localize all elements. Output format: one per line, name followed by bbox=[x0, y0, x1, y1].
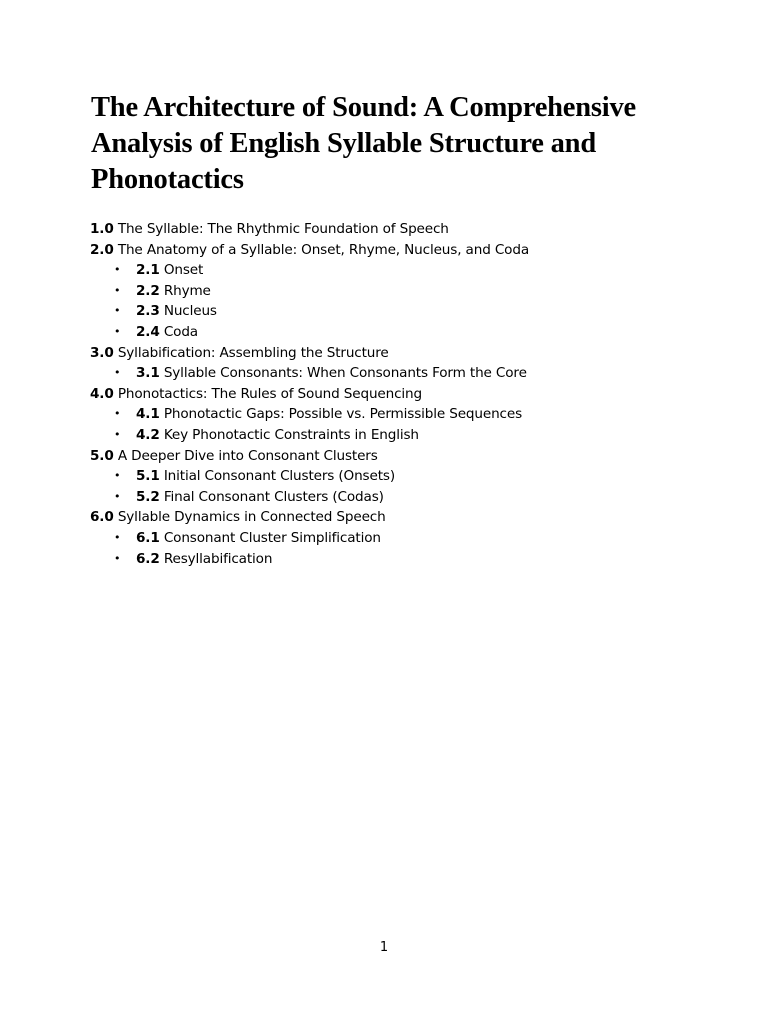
toc-entry-text: The Syllable: The Rhythmic Foundation of Speech bbox=[117, 221, 449, 237]
toc-section-entry bbox=[90, 384, 710, 405]
toc-entry-number: 6.0 bbox=[90, 509, 114, 526]
toc-entry-text: Final Consonant Clusters (Codas) bbox=[163, 488, 384, 505]
toc-entry-text: Onset bbox=[163, 262, 204, 279]
toc-entry-number: 3.1 bbox=[136, 365, 160, 382]
bullet-icon: • bbox=[114, 366, 121, 380]
toc-entry-number: 2.0 bbox=[90, 241, 114, 258]
toc-subsection-entry bbox=[90, 466, 710, 487]
table-of-contents bbox=[90, 219, 710, 569]
bullet-icon: • bbox=[114, 530, 121, 544]
toc-subsection-entry bbox=[90, 487, 710, 508]
toc-entry-number: 2.1 bbox=[136, 262, 160, 279]
toc-entry-text: Nucleus bbox=[163, 303, 217, 320]
toc-entry-number: 5.1 bbox=[136, 468, 160, 485]
toc-entry-text: Key Phonotactic Constraints in English bbox=[163, 426, 419, 443]
toc-entry-number: 4.1 bbox=[136, 406, 160, 423]
page-number: 1 bbox=[379, 940, 389, 955]
toc-entry-number: 6.2 bbox=[136, 550, 160, 567]
bullet-icon: • bbox=[114, 427, 121, 441]
toc-entry-text: Syllable Dynamics in Connected Speech bbox=[117, 509, 386, 526]
bullet-icon: • bbox=[114, 551, 121, 565]
toc-subsection-entry bbox=[90, 363, 710, 384]
bullet-icon: • bbox=[114, 304, 121, 318]
toc-subsection-entry bbox=[90, 425, 710, 446]
toc-entry-number: 1.0 bbox=[90, 221, 114, 237]
toc-section-entry bbox=[90, 446, 710, 467]
toc-entry-number: 5.0 bbox=[90, 447, 114, 464]
toc-entry-text: Initial Consonant Clusters (Onsets) bbox=[163, 468, 395, 485]
bullet-icon: • bbox=[114, 324, 121, 338]
toc-subsection-entry bbox=[90, 260, 710, 281]
bullet-icon: • bbox=[114, 283, 121, 297]
toc-subsection-entry bbox=[90, 281, 710, 302]
toc-entry-text: Syllable Consonants: When Consonants Form the Core bbox=[163, 365, 527, 382]
toc-entry-text: Consonant Cluster Simplification bbox=[163, 529, 381, 546]
toc-entry-number: 2.3 bbox=[136, 303, 160, 320]
toc-subsection-entry bbox=[90, 301, 710, 322]
toc-entry-text: The Anatomy of a Syllable: Onset, Rhyme, Nucleus, and Coda bbox=[117, 241, 530, 258]
toc-section-entry bbox=[90, 343, 710, 364]
toc-subsection-entry bbox=[90, 528, 710, 549]
toc-subsection-entry bbox=[90, 322, 710, 343]
toc-entry-number: 2.4 bbox=[136, 323, 160, 340]
toc-entry-text: Resyllabification bbox=[163, 550, 273, 567]
toc-entry-number: 6.1 bbox=[136, 529, 160, 546]
toc-subsection-entry bbox=[90, 404, 710, 425]
toc-entry-number: 2.2 bbox=[136, 282, 160, 299]
document-title: The Architecture of Sound: A Comprehensive Analysis of English Syllable Structure and Phonotactics bbox=[91, 92, 636, 195]
bullet-icon: • bbox=[114, 489, 121, 503]
toc-section-entry bbox=[90, 219, 710, 240]
toc-section-entry bbox=[90, 240, 710, 261]
toc-entry-text: Syllabification: Assembling the Structure bbox=[117, 344, 389, 361]
toc-entry-number: 4.0 bbox=[90, 385, 114, 402]
toc-section-entry bbox=[90, 507, 710, 528]
toc-entry-text: Rhyme bbox=[163, 282, 211, 299]
toc-entry-number: 3.0 bbox=[90, 344, 114, 361]
bullet-icon: • bbox=[114, 263, 121, 277]
toc-entry-text: Phonotactic Gaps: Possible vs. Permissible Sequences bbox=[163, 406, 523, 423]
bullet-icon: • bbox=[114, 469, 121, 483]
toc-entry-number: 5.2 bbox=[136, 488, 160, 505]
bullet-icon: • bbox=[114, 407, 121, 421]
toc-entry-text: Phonotactics: The Rules of Sound Sequencing bbox=[117, 385, 422, 402]
toc-entry-text: A Deeper Dive into Consonant Clusters bbox=[117, 447, 378, 464]
toc-entry-number: 4.2 bbox=[136, 426, 160, 443]
toc-entry-text: Coda bbox=[163, 323, 198, 340]
toc-subsection-entry bbox=[90, 549, 710, 570]
